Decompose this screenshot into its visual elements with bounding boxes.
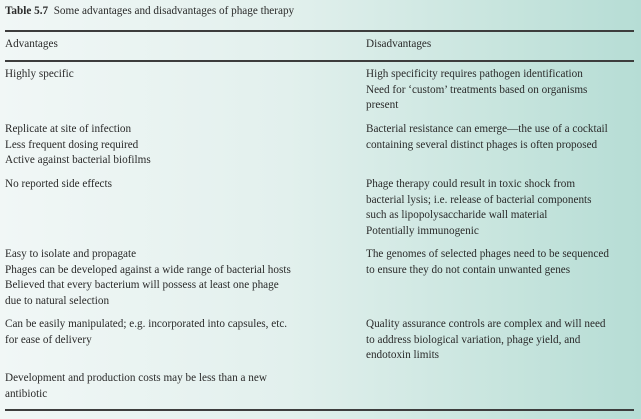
header-top-rule <box>5 30 634 32</box>
cell-line: such as lipopolysaccharide wall material <box>366 209 548 221</box>
cell-line: Active against bacterial biofilms <box>5 154 151 166</box>
cell-line: Easy to isolate and propagate <box>5 248 137 260</box>
table-title: Some advantages and disadvantages of phage therapy <box>53 5 295 17</box>
cell-line: Can be easily manipulated; e.g. incorporated into capsules, etc. <box>5 318 288 330</box>
cell-line: Replicate at site of infection <box>5 123 132 135</box>
disadvantage-cell <box>366 177 592 239</box>
advantage-cell <box>5 177 112 193</box>
cell-line: antibiotic <box>5 387 48 400</box>
advantage-cell <box>5 67 74 83</box>
cell-line: Phage therapy could result in toxic shock from <box>366 178 576 190</box>
cell-line: bacterial lysis; i.e. release of bacterial components <box>366 193 592 206</box>
cell-line: to address biological variation, phage yield, and <box>366 333 581 346</box>
cell-line: Less frequent dosing required <box>5 138 139 151</box>
cell-line: present <box>366 99 399 111</box>
disadvantage-cell <box>366 247 609 278</box>
cell-line: to ensure they do not contain unwanted genes <box>366 263 571 276</box>
cell-line: Potentially immunogenic <box>366 224 479 237</box>
column-header-advantages: Advantages <box>5 38 58 50</box>
advantage-cell <box>5 122 151 169</box>
cell-line: The genomes of selected phages need to be sequenced <box>366 248 609 260</box>
cell-line: High specificity requires pathogen identification <box>366 68 583 80</box>
cell-line: Phages can be developed against a wide range of bacterial hosts <box>5 263 291 276</box>
table-caption <box>5 5 294 17</box>
cell-line: No reported side effects <box>5 178 112 190</box>
table-bottom-rule <box>5 409 634 411</box>
header-bottom-rule <box>5 60 634 62</box>
column-header-disadvantages: Disadvantages <box>366 38 432 50</box>
disadvantage-cell <box>366 67 587 114</box>
disadvantage-cell <box>366 122 608 153</box>
advantage-cell <box>5 317 287 348</box>
cell-line: containing several distinct phages is often proposed <box>366 138 598 151</box>
cell-line: Need for ‘custom’ treatments based on organisms <box>366 83 588 96</box>
advantage-cell <box>5 247 291 309</box>
cell-line: due to natural selection <box>5 294 110 307</box>
cell-line: Development and production costs may be less than a new <box>5 372 267 384</box>
advantage-cell <box>5 371 267 402</box>
cell-line: Bacterial resistance can emerge—the use of a cocktail <box>366 123 608 135</box>
cell-line: Highly specific <box>5 68 74 80</box>
cell-line: Believed that every bacterium will possess at least one phage <box>5 279 279 291</box>
cell-line: Quality assurance controls are complex and will need <box>366 318 606 330</box>
cell-line: for ease of delivery <box>5 333 92 346</box>
cell-line: endotoxin limits <box>366 349 440 361</box>
disadvantage-cell <box>366 317 606 364</box>
table-label: Table 5.7 <box>5 5 49 17</box>
